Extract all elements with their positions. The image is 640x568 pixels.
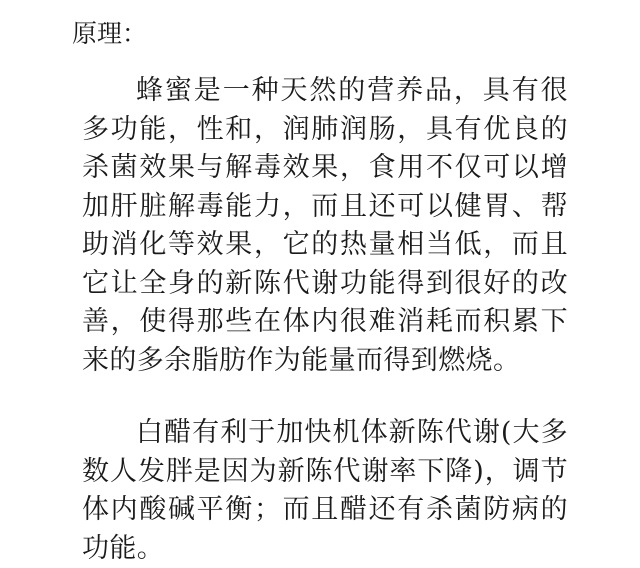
paragraph-honey: 蜂蜜是一种天然的营养品，具有很多功能，性和，润肺润肠，具有优良的杀菌效果与解毒效果，食用不仅可以增加肝脏解毒能力，而且还可以健胃、帮助消化等效果，它的热量相当低，而且它让全身的新陈代谢功能得到很好的改善，使得那些在体内很难消耗而积累下来的多余脂肪作为能量而得到燃烧。 [82, 75, 568, 376]
section-heading: 原理： [72, 19, 148, 48]
paragraph-vinegar: 白醋有利于加快机体新陈代谢(大多数人发胖是因为新陈代谢率下降)，调节体内酸碱平衡；而且醋还有杀菌防病的功能。 [82, 417, 568, 564]
